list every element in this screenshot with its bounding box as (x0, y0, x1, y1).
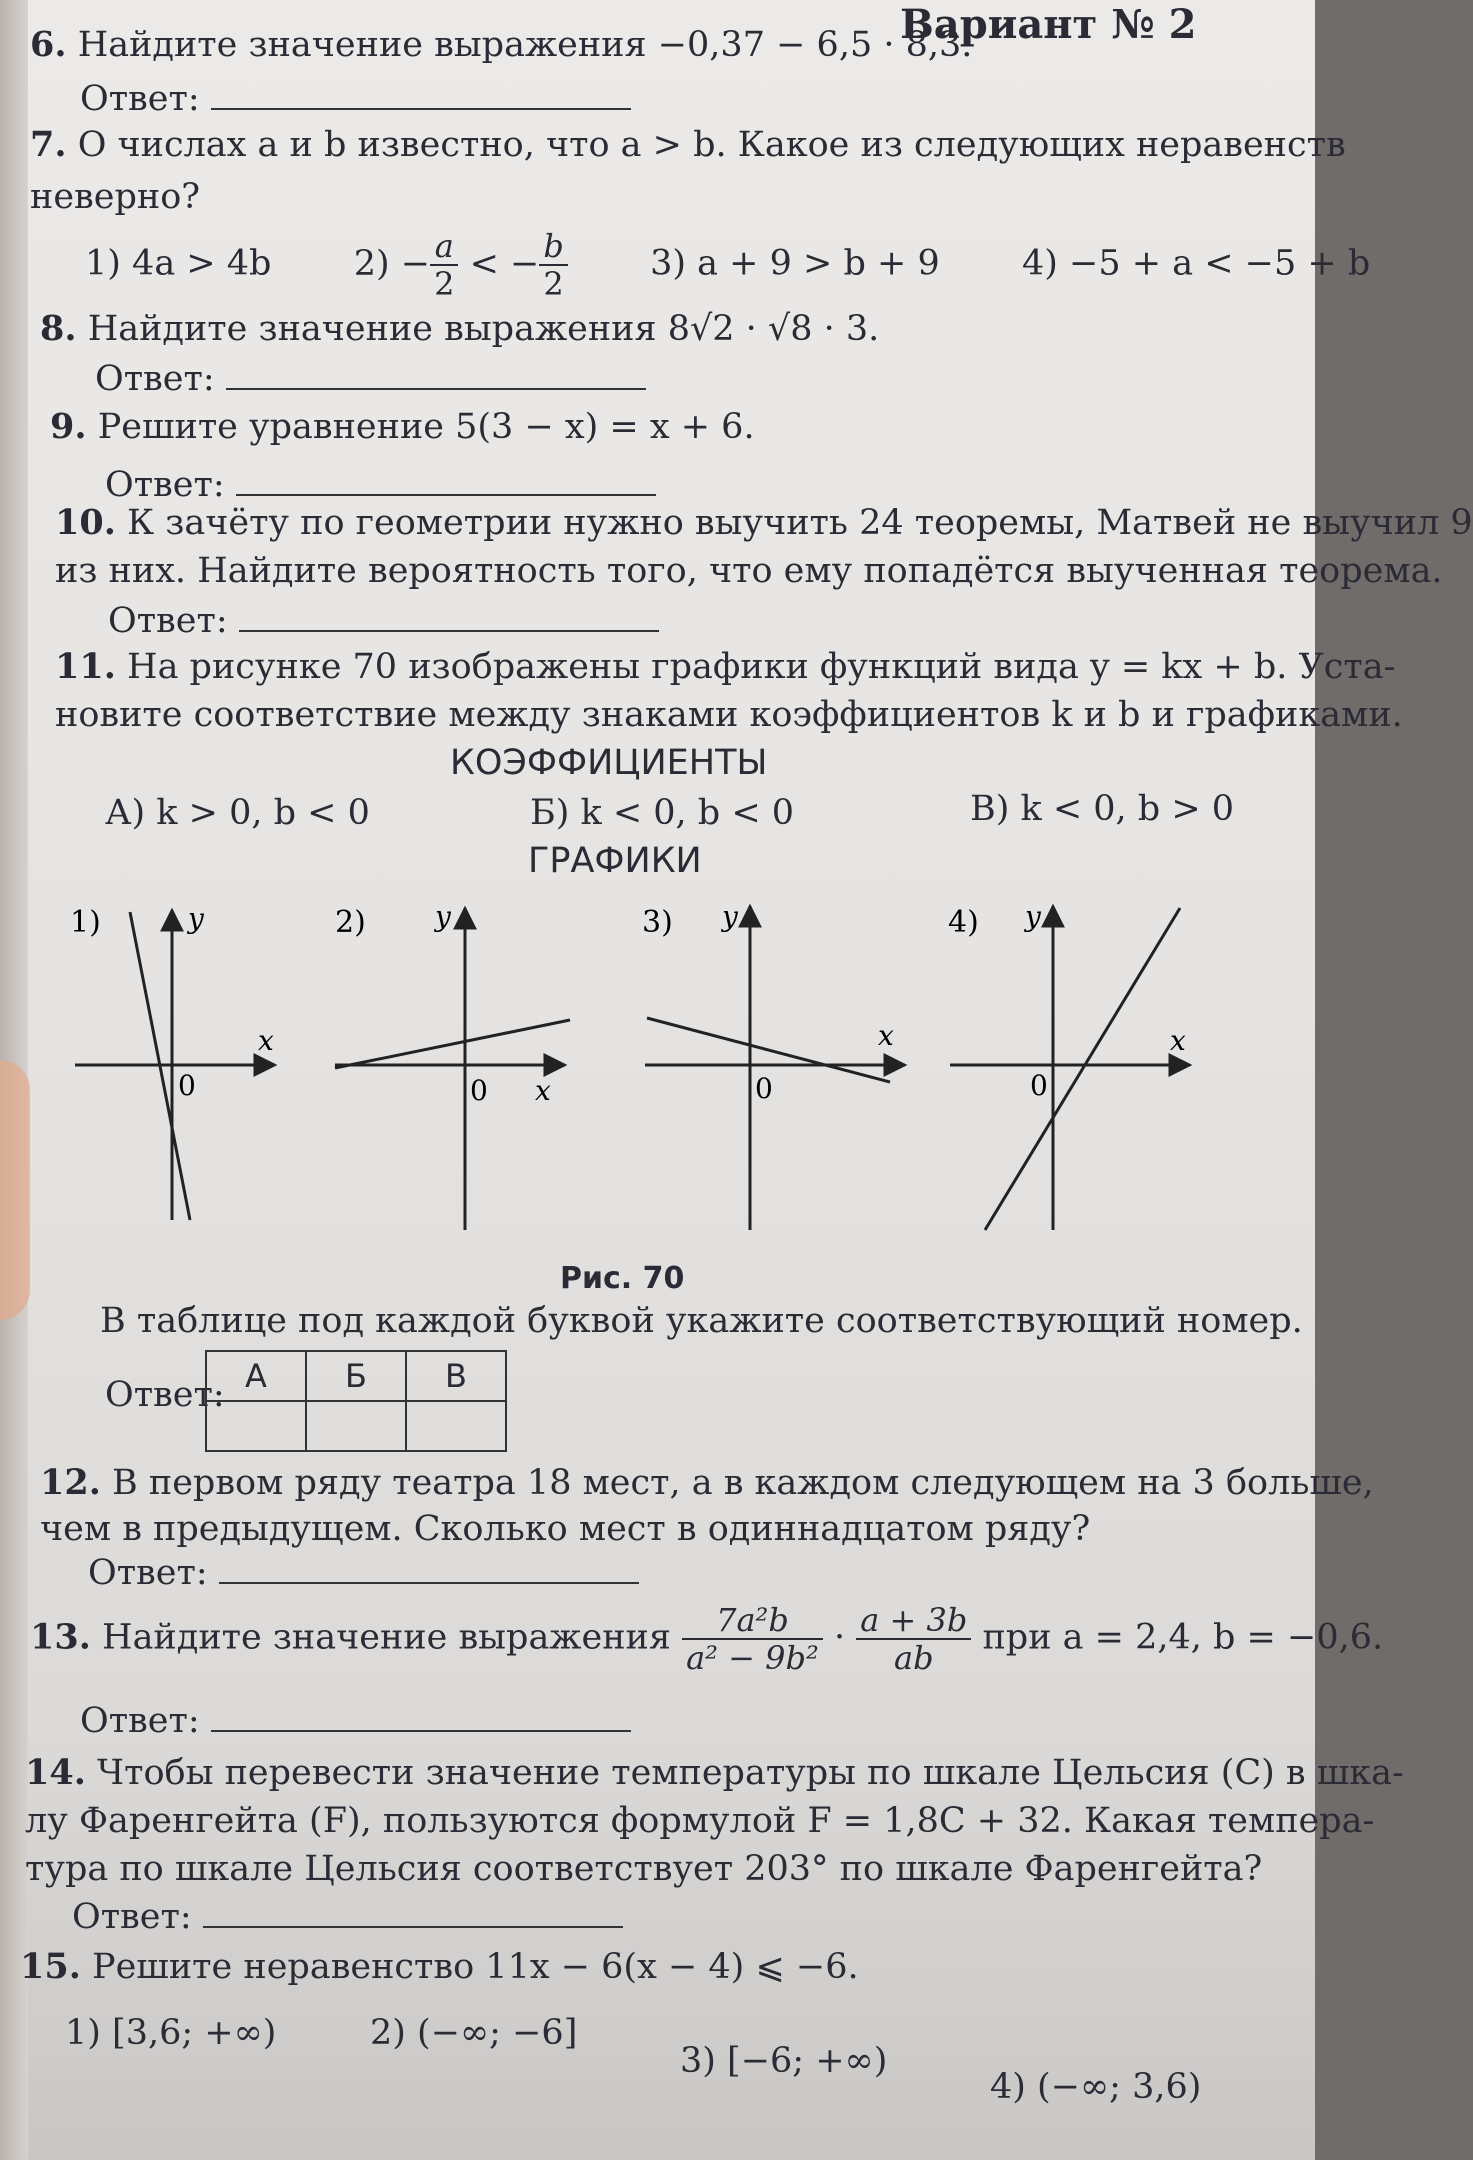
answer-label: Ответ: (108, 601, 228, 641)
q9-answer (105, 464, 656, 506)
graph-2-origin: 0 (470, 1074, 488, 1107)
graph-1 (70, 902, 275, 1220)
coefficients-header: КОЭФФИЦИЕНТЫ (450, 743, 768, 783)
q9-text: Решите уравнение 5(3 − x) = x + 6. (97, 407, 755, 447)
q12-text-line2: чем в предыдущем. Сколько мест в одиннадцатом ряду? (40, 1509, 1091, 1549)
question-6 (30, 24, 972, 66)
q7-number: 7. (30, 124, 67, 165)
question-13: 13. Найдите значение выражения $\frac{\text{7a²b}}{\text{a² − 9b²}}$ · $\frac{a + 3b}{ab}$ при a = 2,4, b = −0,6. (30, 1601, 1384, 1677)
graph-1-x-label: x (258, 1024, 274, 1057)
q6-number: 6. (30, 24, 67, 65)
q12-answer-line[interactable] (219, 1554, 639, 1584)
question-12 (40, 1462, 1374, 1504)
q11-instruction: В таблице под каждой буквой укажите соответствующий номер. (100, 1301, 1303, 1341)
q15-option-3: 3) [−6; +∞) (680, 2041, 888, 2081)
question-7 (30, 124, 1346, 166)
graph-2-x-label: x (535, 1074, 551, 1107)
q11-text-line2: новите соответствие между знаками коэффициентов k и b и графиками. (55, 695, 1403, 735)
answer-label: Ответ: (105, 465, 225, 505)
coef-option-a: А) k > 0, b < 0 (105, 793, 370, 833)
graph-4-origin: 0 (1030, 1069, 1048, 1102)
graph-2 (335, 900, 570, 1230)
q13-answer-line[interactable] (211, 1702, 631, 1732)
q14-answer (72, 1896, 623, 1938)
graphs-header: ГРАФИКИ (528, 841, 702, 881)
answer-table-input-row (206, 1401, 506, 1451)
q7-option-1: 1) 4a > 4b (85, 243, 272, 284)
q14-text-line3: тура по шкале Цельсия соответствует 203° по шкале Фаренгейта? (25, 1849, 1263, 1889)
q9-number: 9. (50, 406, 87, 447)
graph-4-label: 4) (948, 905, 979, 940)
q8-answer-line[interactable] (226, 360, 646, 390)
graph-1-origin: 0 (178, 1069, 196, 1102)
figure-70-graphs (60, 890, 1210, 1250)
graph-3-y-label: y (722, 900, 738, 933)
q11-answer-table (205, 1350, 507, 1452)
q9-answer-line[interactable] (236, 466, 656, 496)
q14-text-line2: лу Фаренгейта (F), пользуются формулой F = 1,8C + 32. Какая темпера- (25, 1801, 1375, 1841)
q8-text: Найдите значение выражения 8√2 · √8 · 3. (87, 309, 880, 349)
question-11 (55, 646, 1395, 688)
q11-text: На рисунке 70 изображены графики функций вида y = kx + b. Уста- (127, 647, 1396, 687)
answer-cell-b[interactable] (306, 1401, 406, 1451)
question-15 (20, 1946, 859, 1988)
q15-option-2: 2) (−∞; −6] (370, 2013, 578, 2053)
q7-option-2: 2) − $\frac{a}{2}$ < − $\frac{b}{2}$ (354, 244, 579, 284)
answer-table-header-row (206, 1351, 506, 1401)
coef-option-c: В) k < 0, b > 0 (970, 789, 1235, 829)
q7-option-4: 4) −5 + a < −5 + b (1022, 243, 1371, 284)
graph-1-y-label: y (188, 902, 204, 935)
answer-label: Ответ: (80, 1701, 200, 1741)
graph-3-label: 3) (642, 905, 673, 940)
q11-answer-label: Ответ: (105, 1375, 225, 1415)
q7-text: О числах a и b известно, что a > b. Какое из следующих неравенств (77, 125, 1346, 165)
answer-table-header-a: А (206, 1351, 306, 1401)
graph-4-x-label: x (1170, 1024, 1186, 1057)
graph-3 (642, 900, 905, 1230)
q10-text-line2: из них. Найдите вероятность того, что ему попадётся выученная теорема. (55, 551, 1443, 591)
q7-options (85, 227, 1371, 303)
answer-cell-a[interactable] (206, 1401, 306, 1451)
q13-fraction-1: $\frac{\text{7a²b}}{\text{a² − 9b²}}$ (682, 1602, 823, 1676)
answer-label: Ответ: (95, 359, 215, 399)
finger-blur (0, 1060, 30, 1320)
answer-label: Ответ: (72, 1897, 192, 1937)
graph-3-x-label: x (878, 1019, 894, 1052)
q14-answer-line[interactable] (203, 1898, 623, 1928)
q13-tail: при a = 2,4, b = −0,6. (982, 1617, 1384, 1658)
q14-number: 14. (25, 1752, 86, 1793)
q13-text: Найдите значение выражения (102, 1617, 671, 1658)
answer-table-header-c: В (406, 1351, 506, 1401)
answer-table-header-b: Б (306, 1351, 406, 1401)
answer-cell-c[interactable] (406, 1401, 506, 1451)
q13-number: 13. (30, 1616, 91, 1658)
q15-text: Решите неравенство 11x − 6(x − 4) ⩽ −6. (92, 1947, 859, 1987)
answer-label: Ответ: (80, 79, 200, 119)
answer-label: Ответ: (88, 1553, 208, 1593)
q15-option-1: 1) [3,6; +∞) (65, 2013, 277, 2053)
q11-number: 11. (55, 646, 116, 687)
question-8 (40, 308, 879, 350)
graph-3-origin: 0 (755, 1072, 773, 1105)
q13-fraction-2: $\frac{a + 3b}{ab}$ (856, 1602, 971, 1676)
question-9 (50, 406, 755, 448)
q12-answer (88, 1552, 639, 1594)
graph-4-y-label: y (1025, 900, 1041, 933)
q10-number: 10. (55, 502, 116, 543)
q12-number: 12. (40, 1462, 101, 1503)
q15-option-4: 4) (−∞; 3,6) (990, 2067, 1202, 2107)
graph-1-label: 1) (70, 905, 101, 940)
q13-answer (80, 1700, 631, 1742)
q8-answer (95, 358, 646, 400)
q6-answer-line[interactable] (211, 80, 631, 110)
q15-number: 15. (20, 1946, 81, 1987)
q7-option-3: 3) a + 9 > b + 9 (650, 243, 940, 284)
q10-answer-line[interactable] (239, 602, 659, 632)
q7-text-line2: неверно? (30, 177, 201, 217)
q6-answer (80, 78, 631, 120)
q12-text: В первом ряду театра 18 мест, а в каждом следующем на 3 больше, (112, 1463, 1374, 1503)
graph-2-label: 2) (335, 905, 366, 940)
graph-2-y-label: y (435, 900, 451, 933)
q8-number: 8. (40, 308, 77, 349)
question-10 (55, 502, 1473, 544)
q10-answer (108, 600, 659, 642)
coef-option-b: Б) k < 0, b < 0 (530, 793, 795, 833)
question-14 (25, 1752, 1404, 1794)
figure-caption: Рис. 70 (560, 1261, 685, 1296)
q6-text: Найдите значение выражения −0,37 − 6,5 · 8,3. (77, 25, 973, 65)
q14-text: Чтобы перевести значение температуры по шкале Цельсия (C) в шка- (97, 1753, 1404, 1793)
variant-title: Вариант № 2 (900, 1, 1197, 48)
q10-text: К зачёту по геометрии нужно выучить 24 теоремы, Матвей не выучил 9 (127, 503, 1473, 543)
graph-4 (948, 900, 1190, 1230)
